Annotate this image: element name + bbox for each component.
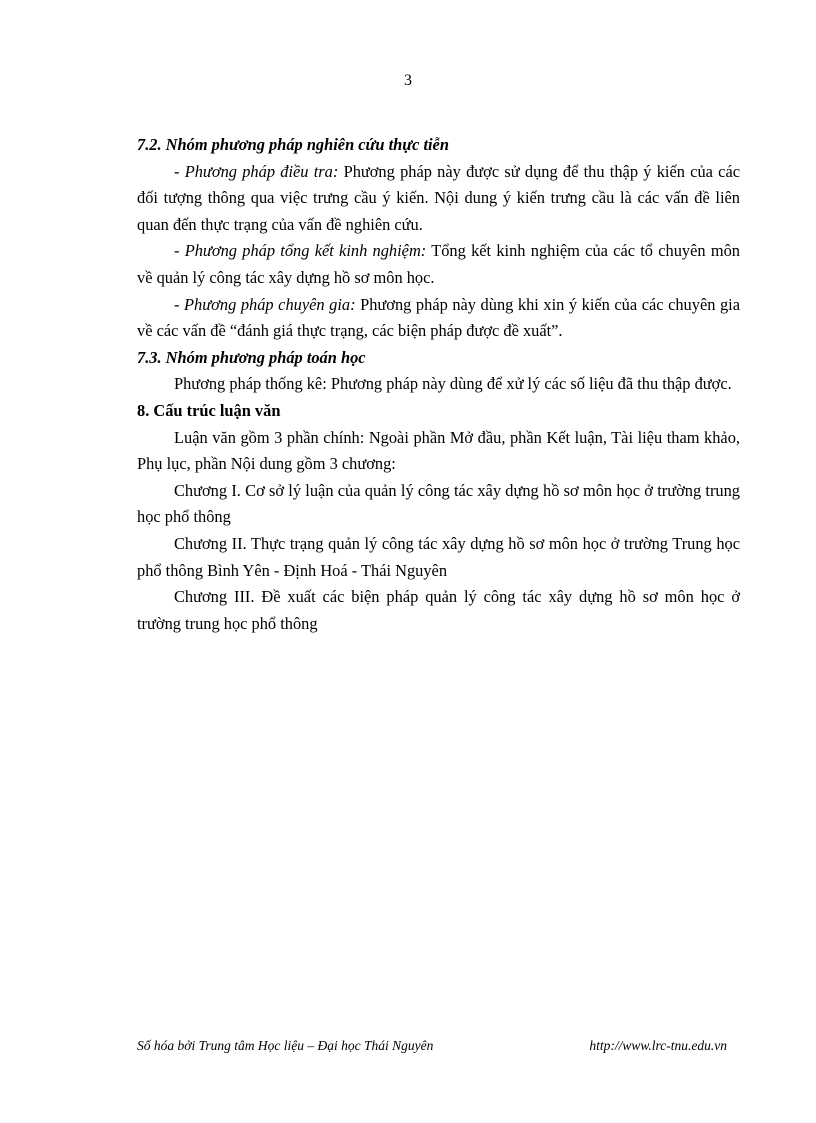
chapter-2-paragraph: Chương II. Thực trạng quản lý công tác xây dựng hồ sơ môn học ở trường Trung học phổ thông Bình Yên - Định Hoá - Thái Nguyên xyxy=(137,533,740,580)
expert-method-text: Phương pháp này dùng khi xin ý kiến của các chuyên gia về các vấn đề “đánh giá thực trạng, các biện pháp được đề xuất”. xyxy=(137,294,740,341)
experience-method-lead: - Phương pháp tổng kết kinh nghiệm: xyxy=(174,241,427,261)
expert-method-paragraph xyxy=(137,292,740,345)
survey-method-text: Phương pháp này được sử dụng để thu thập ý kiến của các đối tượng thông qua việc trưng cầu ý kiến. Nội dung ý kiến trưng cầu là các vấn đề liên quan đến thực trạng của vấn đề nghiên cứu. xyxy=(137,161,740,234)
section-7-3-heading: 7.3. Nhóm phương pháp toán học xyxy=(137,347,366,367)
page-footer xyxy=(137,1038,727,1054)
thesis-structure-intro: Luận văn gồm 3 phần chính: Ngoài phần Mở đầu, phần Kết luận, Tài liệu tham khảo, Phụ lục, phần Nội dung gồm 3 chương: xyxy=(137,427,740,474)
experience-method-text: Tổng kết kinh nghiệm của các tổ chuyên môn về quản lý công tác xây dựng hồ sơ môn học. xyxy=(137,241,740,287)
footer-url: http://www.lrc-tnu.edu.vn xyxy=(589,1038,727,1053)
experience-method-paragraph xyxy=(137,238,740,291)
section-8-heading: 8. Cấu trúc luận văn xyxy=(137,400,281,420)
section-7-2-heading: 7.2. Nhóm phương pháp nghiên cứu thực tiễn xyxy=(137,135,449,154)
page-number: 3 xyxy=(404,72,412,89)
document-body xyxy=(137,132,740,637)
chapter-3-paragraph: Chương III. Đề xuất các biện pháp quản lý công tác xây dựng hồ sơ môn học ở trường trung học phổ thông xyxy=(137,587,740,633)
survey-method-lead: - Phương pháp điều tra: xyxy=(174,161,339,181)
survey-method-paragraph xyxy=(137,159,740,239)
statistics-method-paragraph: Phương pháp thống kê: Phương pháp này dùng để xử lý các số liệu đã thu thập được. xyxy=(174,374,732,394)
chapter-1-paragraph: Chương I. Cơ sở lý luận của quản lý công tác xây dựng hồ sơ môn học ở trường trung học phổ thông xyxy=(137,480,740,527)
footer-digitized-by: Số hóa bởi Trung tâm Học liệu – Đại học Thái Nguyên xyxy=(137,1038,434,1053)
expert-method-lead: - Phương pháp chuyên gia: xyxy=(174,294,356,314)
